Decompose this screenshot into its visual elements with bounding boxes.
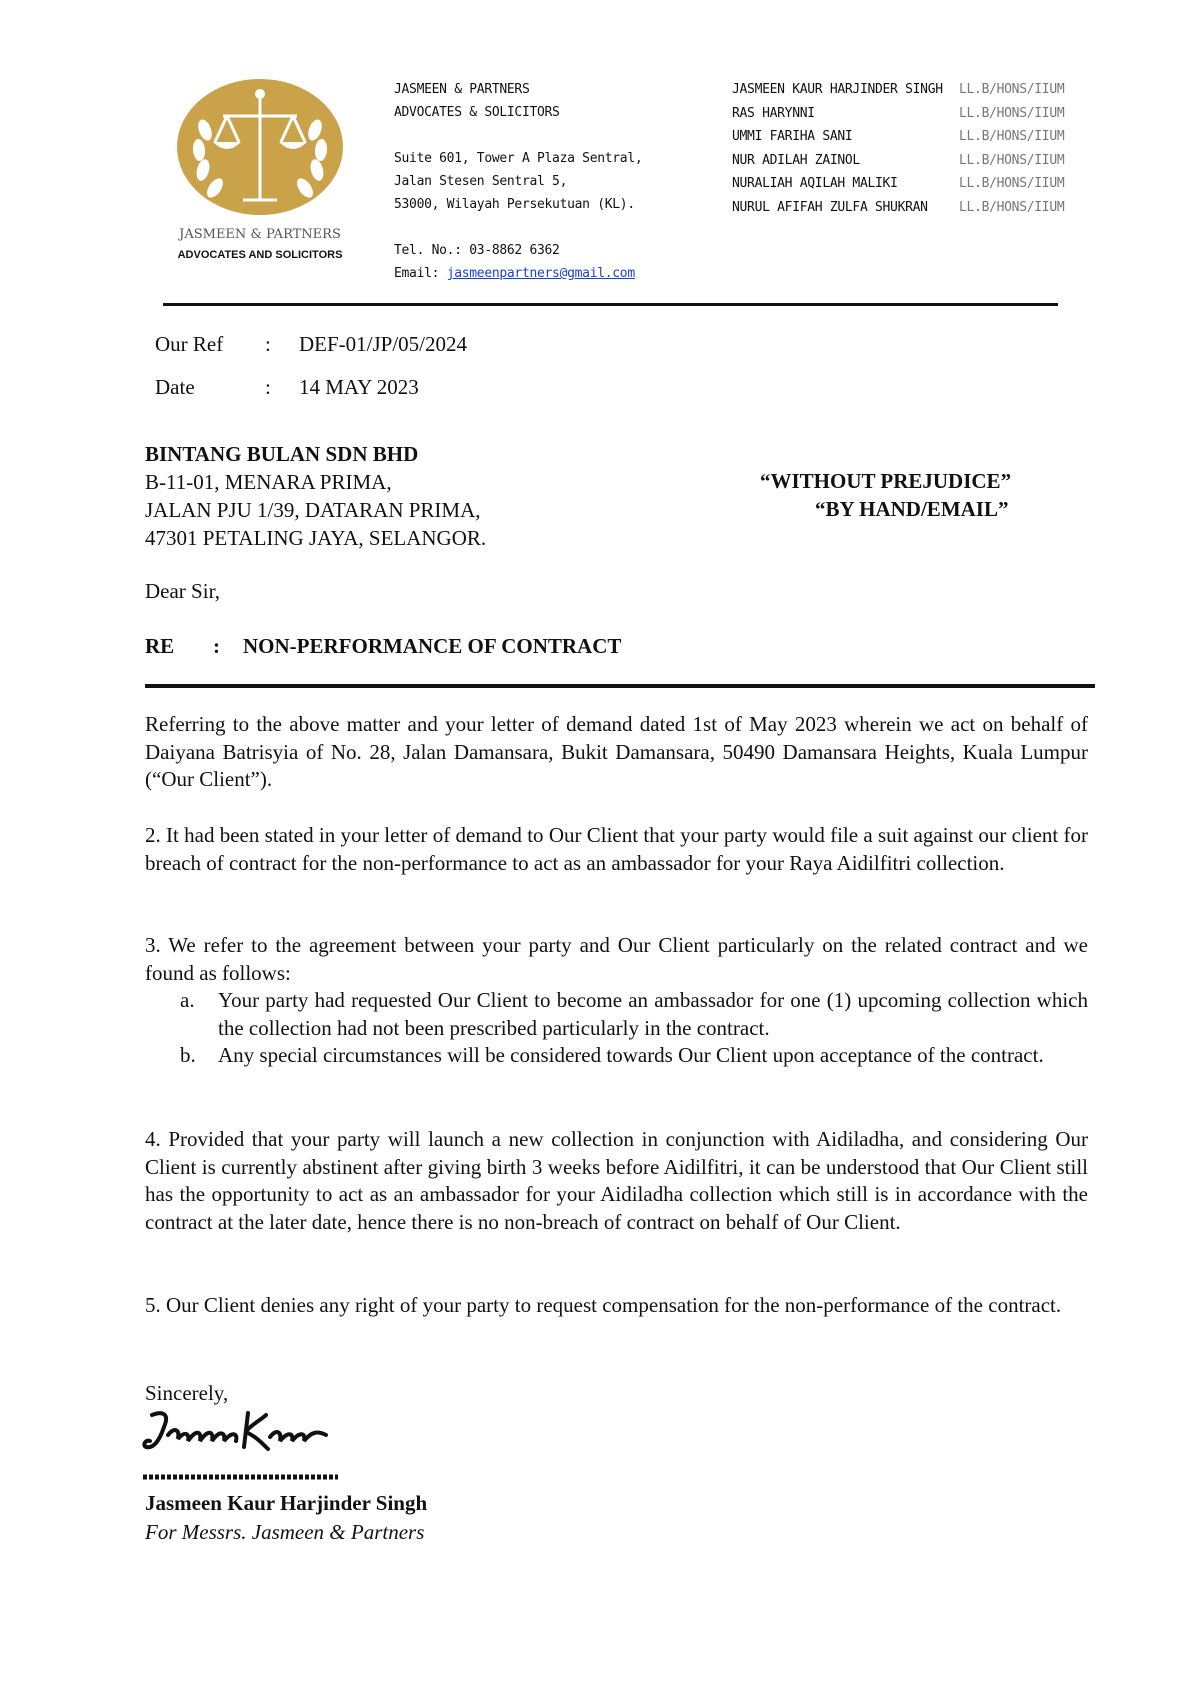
our-ref-row [155,332,467,357]
partner-row [732,149,1064,173]
closing-sincerely: Sincerely, [145,1381,229,1405]
signer-name: Jasmeen Kaur Harjinder Singh [145,1491,428,1515]
date-row [155,375,419,400]
without-prejudice-marking: “WITHOUT PREJUDICE” [760,469,1012,493]
address-line-1: Suite 601, Tower A Plaza Sentral, [394,151,643,166]
handwritten-signature [140,1405,340,1465]
subject-colon: : [213,634,220,658]
salutation: Dear Sir, [145,579,220,603]
list-item-a [180,987,1088,1042]
partner-name: NURALIAH AQILAH MALIKI [732,176,898,191]
email-link[interactable]: jasmeenpartners@gmail.com [446,266,635,281]
scales-of-justice-logo [163,72,358,282]
partner-row [732,196,1064,220]
subject-text: NON-PERFORMANCE OF CONTRACT [243,634,622,658]
firm-logo [163,72,358,282]
partner-row [732,172,1064,196]
recipient-address [145,440,486,552]
address-line-2: Jalan Stesen Sentral 5, [394,174,568,189]
partner-qualification: LL.B/HONS/IIUM [959,199,1065,215]
paragraph-2: 2. It had been stated in your letter of demand to Our Client that your party would file a suit against our client for breach of contract for the non-performance to act as an ambassador for your Raya Aidilfitri collection. [145,823,1088,875]
signature-dotted-line [143,1474,338,1480]
paragraph-3: 3. We refer to the agreement between your party and Our Client particularly on the related contract and we found as follows: [145,933,1088,985]
partner-name: NUR ADILAH ZAINOL [732,152,860,168]
list-text: Your party had requested Our Client to become an ambassador for one (1) upcoming collection which the collection had not been prescribed particularly in the contract. [218,988,1088,1040]
partner-qualification: LL.B/HONS/IIUM [959,105,1065,121]
letterhead-divider [163,303,1058,306]
recipient-line-2: JALAN PJU 1/39, DATARAN PRIMA, [145,498,481,522]
email-row [394,262,642,285]
date-label: Date [155,375,195,399]
recipient-line-3: 47301 PETALING JAYA, SELANGOR. [145,526,487,550]
recipient-line-1: B-11-01, MENARA PRIMA, [145,470,392,494]
paragraph-4: 4. Provided that your party will launch a new collection in conjunction with Aidiladha, and considering Our Client is currently abstinent after giving birth 3 weeks before Aidilfitri, it can be understood that Our Client still has the opportunity to act as an ambassador for your Aidiladha collection which still is in accordance with the contract at the later date, hence there is no non-breach of contract on behalf of Our Client. [145,1127,1088,1234]
partner-row [732,78,1064,102]
subject-line [145,634,621,659]
email-label: Email: [394,266,447,281]
subject-divider [145,684,1095,688]
partner-qualification: LL.B/HONS/IIUM [959,176,1065,191]
subject-label: RE [145,634,175,658]
firm-name: JASMEEN & PARTNERS [394,82,530,97]
date-value: 14 MAY 2023 [299,375,419,399]
telephone: Tel. No.: 03-8862 6362 [394,243,560,258]
signer-firm: For Messrs. Jasmeen & Partners [145,1520,425,1544]
firm-type: ADVOCATES & SOLICITORS [394,105,560,120]
partner-row [732,125,1064,149]
date-colon: : [265,375,271,399]
address-line-3: 53000, Wilayah Persekutuan (KL). [394,197,635,212]
partners-list [732,78,1064,219]
letter-markings [760,467,1060,523]
partner-name: RAS HARYNNI [732,105,815,121]
recipient-name: BINTANG BULAN SDN BHD [145,442,419,466]
list-marker: b. [180,1043,196,1067]
list-item-b [180,1042,1088,1070]
logo-subtitle: ADVOCATES AND SOLICITORS [177,249,343,261]
partner-name: JASMEEN KAUR HARJINDER SINGH [732,82,943,97]
our-ref-label: Our Ref [155,332,224,356]
firm-contact-block [394,78,642,285]
partner-row [732,102,1064,126]
list-marker: a. [180,988,195,1012]
partner-name: UMMI FARIHA SANI [732,129,853,144]
partner-qualification: LL.B/HONS/IIUM [959,129,1065,144]
by-hand-marking: “BY HAND/EMAIL” [815,497,1009,521]
list-text: Any special circumstances will be considered towards Our Client upon acceptance of the contract. [218,1043,1044,1067]
partner-qualification: LL.B/HONS/IIUM [959,152,1065,168]
paragraph-5: 5. Our Client denies any right of your party to request compensation for the non-performance of the contract. [145,1293,1062,1317]
our-ref-value: DEF-01/JP/05/2024 [299,332,468,356]
paragraph-1: Referring to the above matter and your letter of demand dated 1st of May 2023 wherein we act on behalf of Daiyana Batrisyia of No. 28, Jalan Damansara, Bukit Damansara, 50490 Damansara Heights, Kuala Lumpur (“Our Client”). [145,712,1088,792]
our-ref-colon: : [265,332,271,356]
partner-name: NURUL AFIFAH ZULFA SHUKRAN [732,199,928,215]
logo-title: JASMEEN & PARTNERS [179,227,341,242]
partner-qualification: LL.B/HONS/IIUM [959,82,1065,97]
